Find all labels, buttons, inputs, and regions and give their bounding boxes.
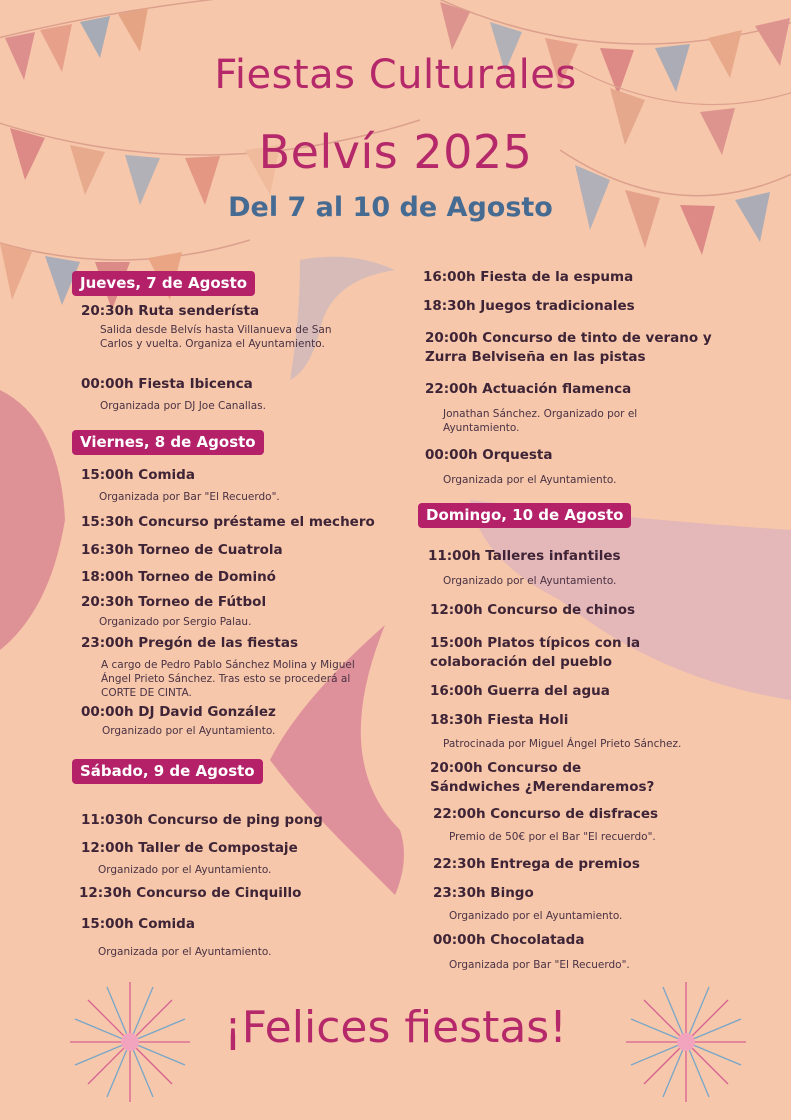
title-line-1: Fiestas Culturales (214, 52, 577, 98)
event-title: 00:00h DJ David González (81, 704, 276, 720)
day-header-viernes: Viernes, 8 de Agosto (72, 430, 264, 455)
event-note: Salida desde Belvís hasta Villanueva de San Carlos y vuelta. Organiza el Ayuntamiento. (100, 324, 332, 350)
event-note: Organizada por el Ayuntamiento. (443, 474, 617, 486)
event-note: Organizado por el Ayuntamiento. (449, 910, 623, 922)
event-note: Patrocinada por Miguel Ángel Prieto Sánchez. (443, 738, 682, 750)
title-line-2: Belvís 2025 (258, 125, 533, 179)
event-title: 22:00h Concurso de disfraces (433, 806, 659, 822)
event-title: 16:30h Torneo de Cuatrola (81, 542, 283, 558)
event-title: 00:00h Chocolatada (433, 932, 585, 948)
event-note: Organizado por el Ayuntamiento. (102, 725, 276, 737)
event-title: 20:30h Torneo de Fútbol (81, 594, 267, 610)
event-title: 12:00h Taller de Compostaje (81, 840, 298, 856)
event-title: 20:00h Concurso de tinto de verano y Zurra Belviseña en las pistas (425, 330, 712, 365)
event-title: 16:00h Fiesta de la espuma (423, 269, 634, 285)
event-title: 00:00h Fiesta Ibicenca (81, 376, 253, 392)
event-title: 15:00h Comida (81, 916, 195, 932)
event-title: 18:00h Torneo de Dominó (81, 569, 276, 585)
event-note: A cargo de Pedro Pablo Sánchez Molina y Miguel Ángel Prieto Sánchez. Tras esto se procederá al CORTE DE CINTA. (101, 659, 355, 699)
felices-fiestas-greeting: ¡Felices fiestas! (224, 1002, 567, 1053)
day-header-sabado: Sábado, 9 de Agosto (72, 759, 263, 784)
event-title: 23:30h Bingo (433, 885, 534, 901)
event-note: Organizada por el Ayuntamiento. (98, 946, 272, 958)
event-title: 23:00h Pregón de las fiestas (81, 635, 299, 651)
event-title: 15:00h Comida (81, 467, 195, 483)
event-title: 11:030h Concurso de ping pong (81, 812, 323, 828)
event-title: 16:00h Guerra del agua (430, 683, 610, 699)
event-title: 22:30h Entrega de premios (433, 856, 640, 872)
event-note: Organizada por Bar "El Recuerdo". (449, 959, 630, 971)
event-note: Organizada por DJ Joe Canallas. (100, 400, 266, 412)
event-note: Premio de 50€ por el Bar "El recuerdo". (449, 831, 656, 843)
event-note: Jonathan Sánchez. Organizado por el Ayuntamiento. (443, 408, 638, 434)
date-range-subtitle: Del 7 al 10 de Agosto (228, 192, 553, 223)
event-title: 18:30h Fiesta Holi (430, 712, 569, 728)
event-title: 12:00h Concurso de chinos (430, 602, 636, 618)
event-title: 12:30h Concurso de Cinquillo (79, 885, 302, 901)
event-title: 00:00h Orquesta (425, 447, 553, 463)
event-title: 22:00h Actuación flamenca (425, 381, 632, 397)
event-title: 20:00h Concurso de Sándwiches ¿Merendaremos? (430, 760, 655, 795)
event-note: Organizado por el Ayuntamiento. (98, 864, 272, 876)
day-header-jueves: Jueves, 7 de Agosto (72, 271, 255, 296)
pink-brush-stroke-left (0, 390, 65, 650)
event-title: 15:30h Concurso préstame el mechero (81, 514, 375, 530)
event-note: Organizado por el Ayuntamiento. (443, 575, 617, 587)
event-title: 11:00h Talleres infantiles (428, 548, 621, 564)
event-title: 18:30h Juegos tradicionales (423, 298, 635, 314)
event-note: Organizado por Sergio Palau. (99, 616, 252, 628)
event-note: Organizada por Bar "El Recuerdo". (99, 491, 280, 503)
day-header-domingo: Domingo, 10 de Agosto (418, 503, 631, 528)
grey-ribbon-stroke (290, 257, 395, 380)
event-title: 20:30h Ruta senderísta (81, 303, 260, 319)
event-title: 15:00h Platos típicos con la colaboración del pueblo (430, 635, 641, 670)
